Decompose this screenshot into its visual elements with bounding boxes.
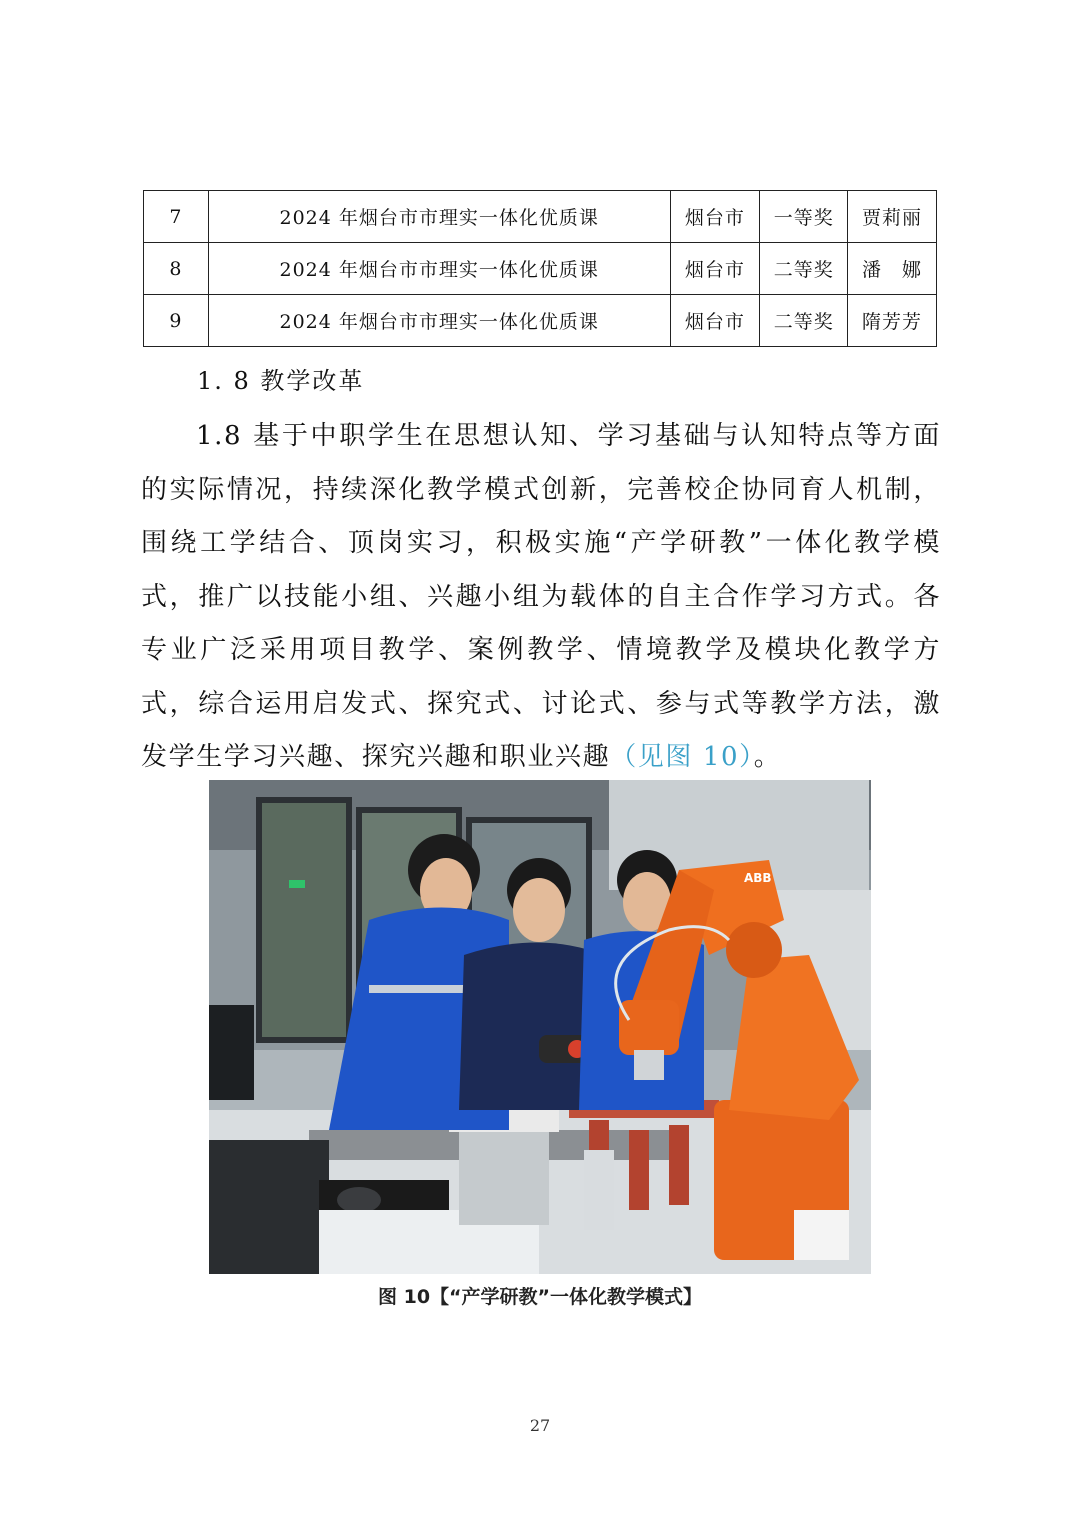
paragraph-end: 。 — [753, 742, 782, 772]
row-number: 7 — [144, 191, 209, 243]
table-row — [144, 243, 937, 295]
page-number: 27 — [529, 1416, 551, 1435]
figure-reference-link[interactable]: （见图 10） — [610, 742, 754, 772]
award-grade: 一等奖 — [760, 191, 848, 243]
paragraph-text: 1.8 基于中职学生在思想认知、学习基础与认知特点等方面的实际情况，持续深化教学模式创新，完善校企协同育人机制，围绕工学结合、顶岗实习，积极实施“产学研教”一体化教学模式，推广以技能小组、兴趣小组为载体的自主合作学习方式。各专业广泛采用项目教学、案例教学、情境教学及模块化教学方式，综合运用启发式、探究式、讨论式、参与式等教学方法，激发学生学习兴趣、探究兴趣和职业兴趣 — [141, 421, 941, 772]
body-paragraph — [141, 410, 941, 785]
award-name: 2024 年烟台市市理实一体化优质课 — [208, 191, 670, 243]
awards-table — [143, 190, 937, 347]
figure-caption: 图 10【“产学研教”一体化教学模式】 — [377, 1286, 703, 1308]
award-level: 烟台市 — [670, 191, 760, 243]
table-row — [144, 191, 937, 243]
table-row — [144, 295, 937, 347]
award-level: 烟台市 — [670, 295, 760, 347]
award-grade: 二等奖 — [760, 243, 848, 295]
awardee-name: 隋芳芳 — [848, 295, 937, 347]
row-number: 8 — [144, 243, 209, 295]
award-name: 2024 年烟台市市理实一体化优质课 — [208, 295, 670, 347]
award-grade: 二等奖 — [760, 295, 848, 347]
awards-table-body — [144, 191, 937, 347]
award-level: 烟台市 — [670, 243, 760, 295]
robot-logo: ABB — [744, 871, 772, 885]
award-name: 2024 年烟台市市理实一体化优质课 — [208, 243, 670, 295]
section-heading: 1. 8 教学改革 — [197, 367, 365, 395]
awardee-name: 潘 娜 — [848, 243, 937, 295]
awardee-name: 贾莉丽 — [848, 191, 937, 243]
figure-photo — [209, 780, 871, 1274]
lab-photo-illustration — [209, 780, 871, 1274]
row-number: 9 — [144, 295, 209, 347]
